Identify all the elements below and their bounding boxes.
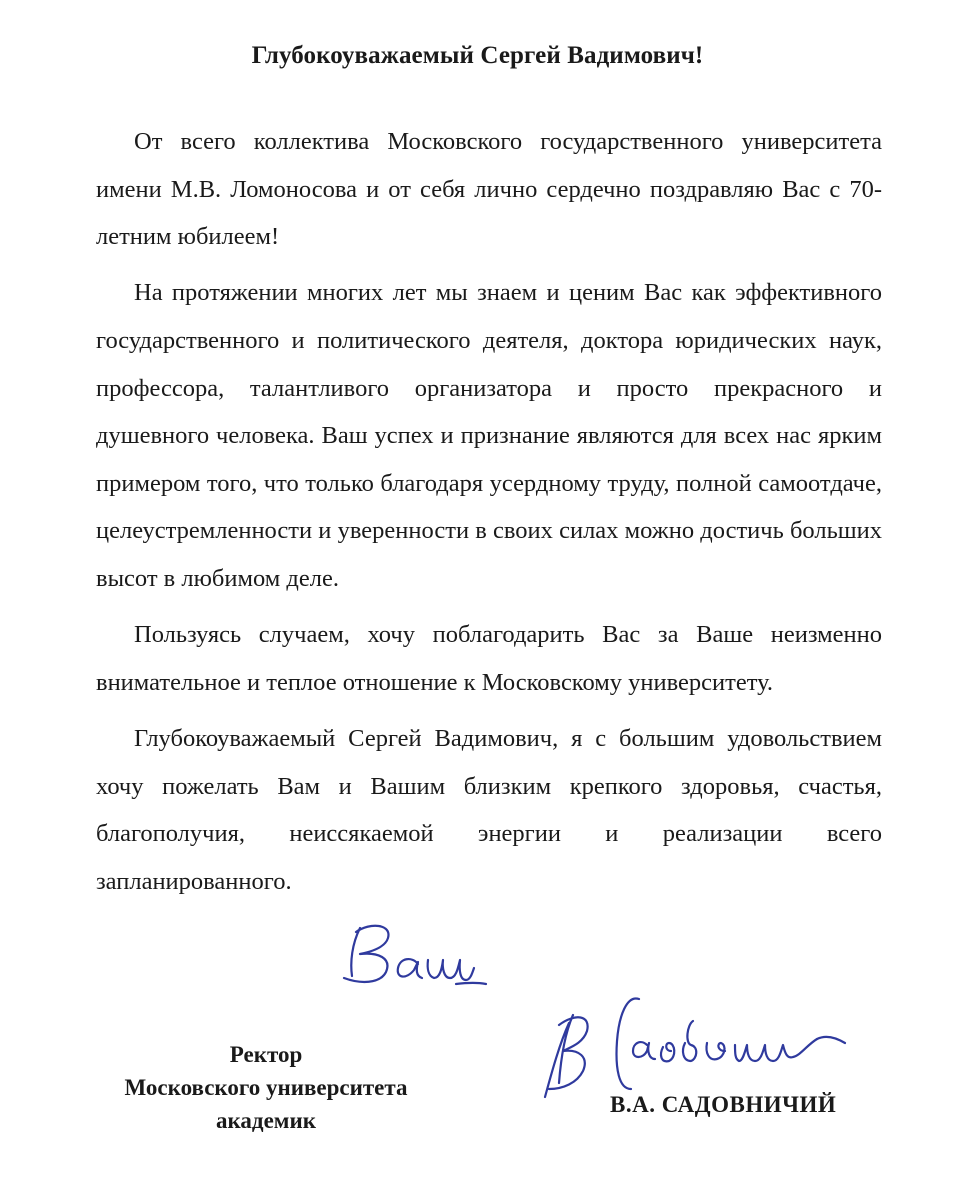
salutation: Глубокоуважаемый Сергей Вадимович! xyxy=(251,42,704,69)
signer-title-line: академик xyxy=(216,1108,316,1133)
letter-body xyxy=(96,118,882,914)
paragraph-3: Пользуясь случаем, хочу поблагодарить Вас за Ваше неизменно внимательное и теплое отношение к Московскому университету. xyxy=(96,621,882,696)
paragraph-4: Глубокоуважаемый Сергей Вадимович, я с большим удовольствием хочу пожелать Вам и Вашим близким крепкого здоровья, счастья, благополучия, неиссякаемой энергии и реализации всего запланированного. xyxy=(96,724,882,895)
handwritten-closing xyxy=(330,918,500,998)
paragraph-2: На протяжении многих лет мы знаем и ценим Вас как эффективного государственного и политического деятеля, доктора юридических наук, профессора, талантливого организатора и просто прекрасного и душевного человека. Ваш успех и признание являются для всех нас ярким примером того, что только благодаря усердному труду, полной самоотдаче, целеустремленности и уверенности в своих силах можно достичь больших высот в любимом деле. xyxy=(96,279,882,592)
signer-name: В.А. САДОВНИЧИЙ xyxy=(610,1092,837,1117)
signer-title-line: Ректор xyxy=(229,1042,303,1067)
signer-title-line: Московского университета xyxy=(124,1075,408,1100)
paragraph-1: От всего коллектива Московского государственного университета имени М.В. Ломоносова и от себя лично сердечно поздравляю Вас с 70-летним юбилеем! xyxy=(96,128,882,251)
signer-title xyxy=(96,1038,436,1137)
